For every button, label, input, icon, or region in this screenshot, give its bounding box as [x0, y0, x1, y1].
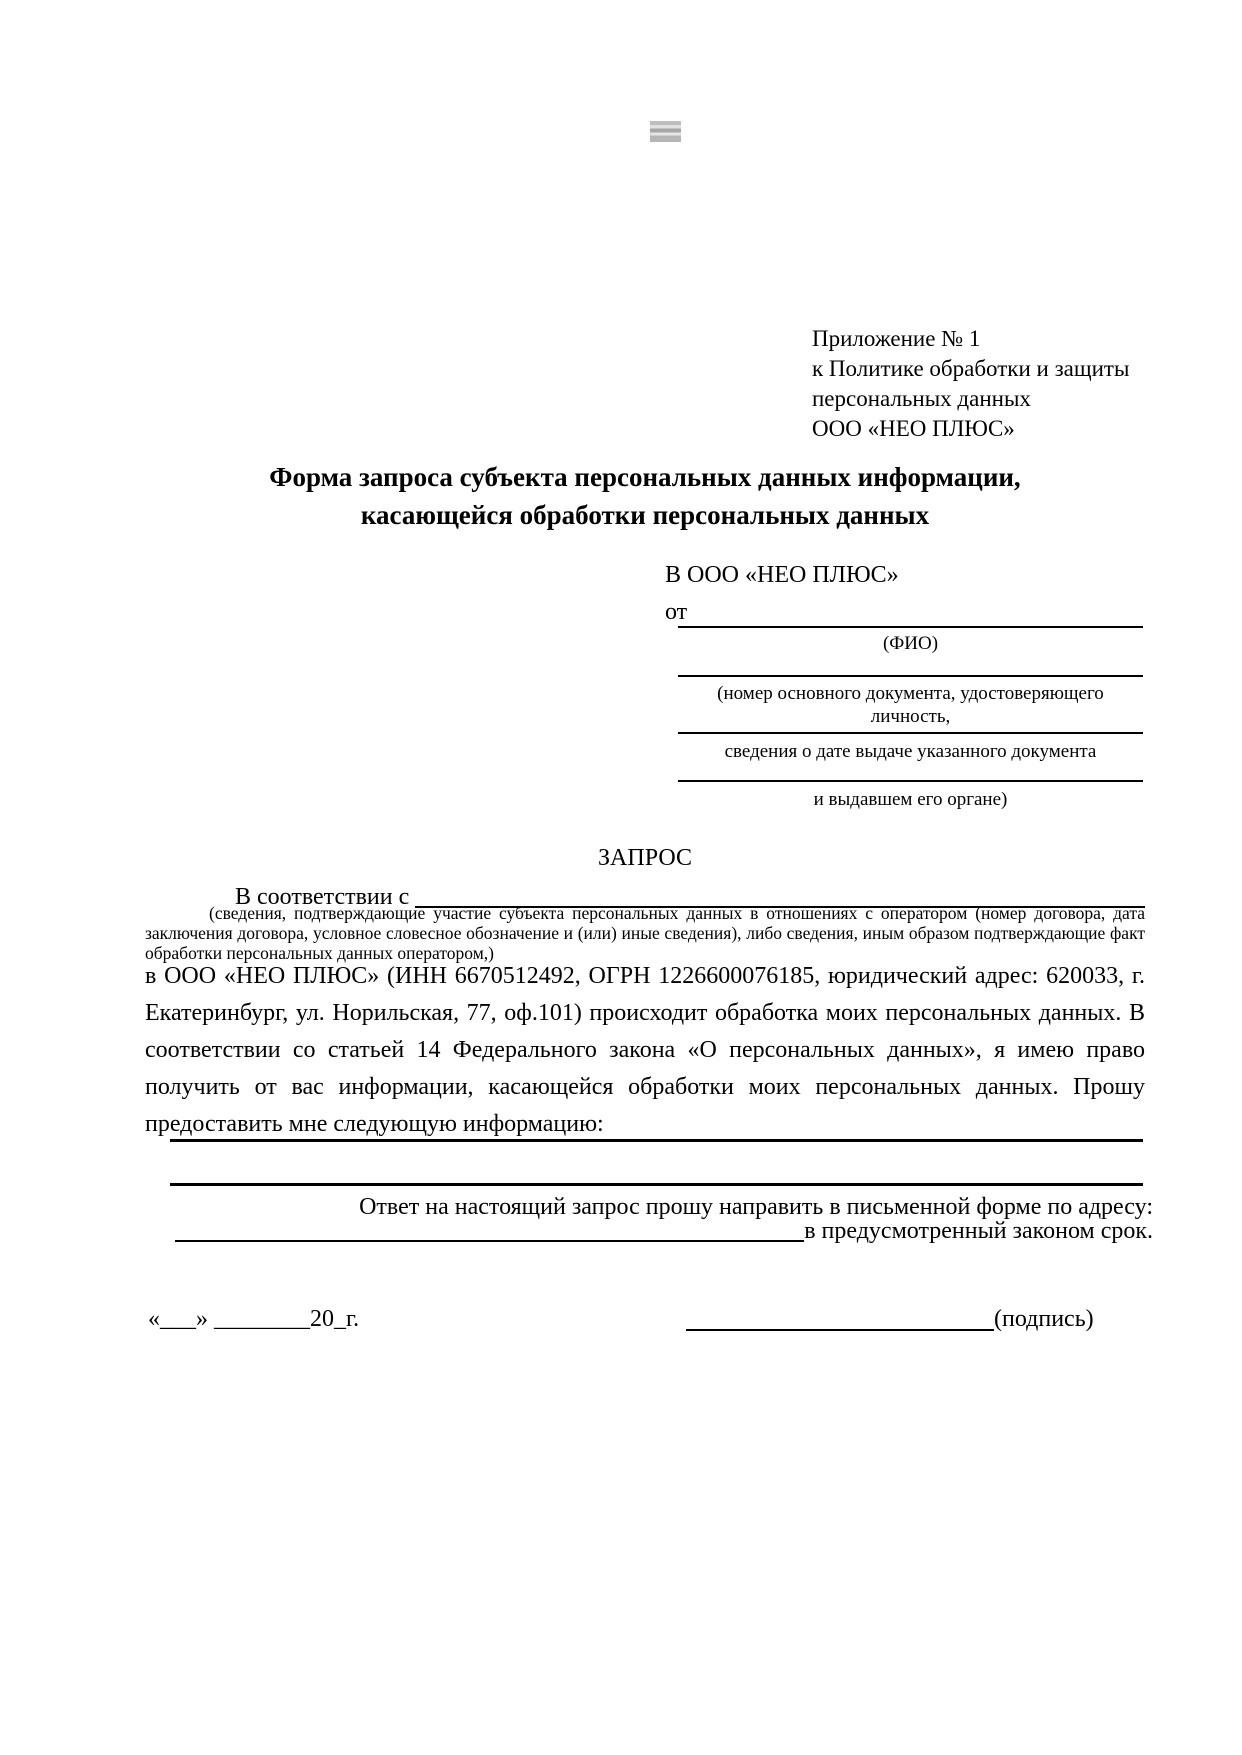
document-title [145, 458, 1145, 534]
document-date-caption: сведения о дате выдаче указанного документа [724, 741, 1097, 762]
addressee-from-label: от [665, 599, 688, 625]
fio-blank-line [678, 626, 1143, 628]
request-body-paragraph: в ООО «НЕО ПЛЮС» (ИНН 6670512492, ОГРН 1226600076185, юридический адрес: 620033, г. Екатеринбург, ул. Норильская, 77, оф.101) происходит обработка моих персональных данных. В соответствии со статьей 14 Федерального закона «О персональных данных», я имею право получить от вас информации, касающейся обработки моих персональных данных. Прошу предоставить мне следующую информацию: [145, 963, 1145, 1137]
info-blank-line-2 [170, 1183, 1143, 1186]
request-intro-label: В соответствии с [235, 884, 410, 910]
signature-blank-line [686, 1329, 994, 1331]
document-number-blank-line [678, 675, 1143, 677]
appendix-company: ООО «НЕО ПЛЮС» [812, 416, 1015, 441]
reply-instruction: Ответ на настоящий запрос прошу направить в письменной форме по адресу: [359, 1194, 1153, 1220]
document-date-blank-line [678, 732, 1143, 734]
date-fill-line: «___» ________20_г. [148, 1306, 360, 1332]
reply-address-blank-line [175, 1240, 804, 1242]
info-blank-line-1 [170, 1139, 1143, 1142]
reply-address-row [175, 1216, 1153, 1246]
document-issuer-caption: и выдавшем его органе) [813, 789, 1008, 810]
appendix-header [812, 324, 1172, 444]
document-title-line2: касающейся обработки персональных данных [360, 500, 930, 530]
request-heading: ЗАПРОС [598, 845, 692, 871]
signature-caption: (подпись) [994, 1306, 1094, 1332]
addressee-company: В ООО «НЕО ПЛЮС» [665, 562, 899, 588]
image-placeholder-icon [650, 121, 681, 142]
appendix-policy-line2: персональных данных [812, 386, 1031, 411]
appendix-policy-line: к Политике обработки и защиты [812, 356, 1130, 381]
appendix-number: Приложение № 1 [812, 326, 981, 351]
reply-instruction-tail: в предусмотренный законом срок. [804, 1218, 1153, 1244]
document-title-line1: Форма запроса субъекта персональных данных информации, [269, 462, 1021, 492]
document-number-caption: (номер основного документа, удостоверяющего личность, [717, 683, 1104, 727]
signature-row [686, 1303, 1094, 1335]
fio-caption: (ФИО) [882, 633, 939, 654]
request-note: (сведения, подтверждающие участие субъекта персональных данных в отношениях с оператором (номер договора, дата заключения договора, условное словесное обозначение и (или) иные сведения), либо сведения, иным образом подтверждающие факт обработки персональных данных оператором,) [145, 903, 1145, 963]
document-issuer-blank-line [678, 780, 1143, 782]
